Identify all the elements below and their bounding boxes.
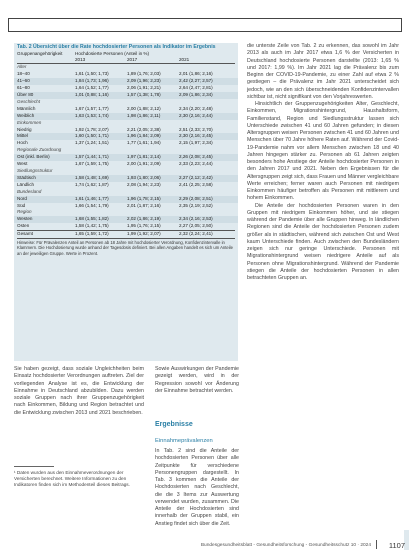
table-cell: 1,74 (1,62; 1,87) bbox=[75, 181, 109, 187]
header-frame bbox=[8, 18, 402, 32]
table-cell: Städtisch bbox=[17, 174, 36, 180]
table-cell: Ost (inkl. Berlin) bbox=[17, 154, 50, 160]
paragraph: Sowie Auswirkungen der Pandemie gezeigt werden, wird in der Regression sowohl vor Änderung der Einnahme betrachtet werden. bbox=[155, 366, 239, 394]
table-group-label: Regionale Zuordnung bbox=[17, 147, 62, 153]
table-cell: 2,02 (1,86; 2,19) bbox=[127, 216, 161, 222]
table-row bbox=[14, 182, 238, 189]
table-cell: 1,77 (1,61; 1,94) bbox=[127, 140, 161, 146]
table-row bbox=[14, 133, 238, 140]
table-cell: 1,01 (0,88; 1,16) bbox=[75, 92, 109, 98]
table-cell: 2,42 (2,27; 2,57) bbox=[179, 78, 213, 84]
table-cell: 1,84 (1,73; 1,96) bbox=[75, 78, 109, 84]
table-row bbox=[14, 113, 238, 120]
table-cell: Mittel bbox=[17, 133, 28, 139]
table-cell: Weiblich bbox=[17, 112, 35, 118]
table-cell: 1,92 (1,78; 2,07) bbox=[75, 126, 109, 132]
table-cell: 2,01 (1,86; 2,16) bbox=[179, 71, 213, 77]
table-cell: Gesamt bbox=[17, 231, 34, 237]
table-cell: 2,01 (1,87; 2,16) bbox=[127, 202, 161, 208]
results-text bbox=[155, 448, 239, 528]
table-row bbox=[14, 161, 238, 168]
table-row bbox=[14, 203, 238, 210]
table-row bbox=[14, 223, 238, 230]
table-header-cell: 2017 bbox=[127, 57, 138, 63]
table-cell: Niedrig bbox=[17, 126, 32, 132]
table-group-label: Bundesland bbox=[17, 188, 42, 194]
table-row bbox=[14, 127, 238, 134]
table-cell: Ländlich bbox=[17, 181, 35, 187]
table-cell: 2,26 (2,08; 2,45) bbox=[179, 154, 213, 160]
table-header-note: Hochdosierte Personen (Anteil in %) bbox=[75, 51, 150, 57]
table-row bbox=[14, 216, 238, 223]
right-column bbox=[247, 43, 399, 282]
footnote-rule bbox=[14, 466, 54, 467]
table-body bbox=[14, 64, 238, 230]
table-cell: 1,98 (1,86; 2,11) bbox=[127, 112, 161, 118]
table-cell: 2,15 (1,97; 2,34) bbox=[179, 140, 213, 146]
table-cell: 41–60 bbox=[17, 78, 30, 84]
table-cell: 1,60 (1,50; 1,71) bbox=[75, 133, 109, 139]
table-cell: Hoch bbox=[17, 140, 28, 146]
table-cell: 1,61 (1,50; 1,73) bbox=[75, 71, 109, 77]
table-cell: Westen bbox=[17, 216, 33, 222]
table-cell: 1,65 (1,59; 1,72) bbox=[75, 231, 109, 237]
table-cell: 2,08 (1,94; 2,23) bbox=[127, 181, 161, 187]
table-row bbox=[14, 140, 238, 147]
table-cell: 1,63 (1,53; 1,74) bbox=[75, 112, 109, 118]
page-number: 1107 bbox=[388, 541, 405, 550]
table-row bbox=[14, 154, 238, 161]
table-cell: 2,34 (2,20; 2,48) bbox=[179, 105, 213, 111]
table-row bbox=[14, 85, 238, 92]
table-cell: 2,41 (2,25; 2,58) bbox=[179, 181, 213, 187]
table-group-label: Siedlungsstruktur bbox=[17, 168, 53, 173]
table-cell: 2,33 (2,23; 2,44) bbox=[179, 161, 213, 167]
table-cell: Männlich bbox=[17, 105, 36, 111]
running-footer: Bundesgesundheitsblatt - Gesundheitsforschung - Gesundheitsschutz 10 · 2024 bbox=[200, 543, 371, 548]
table-cell: Süd bbox=[17, 202, 26, 208]
table-header-cell: Gruppenangehörigkeit bbox=[17, 51, 63, 57]
table-cell: 2,64 (2,47; 2,81) bbox=[179, 85, 213, 91]
table-cell: Über 80 bbox=[17, 92, 34, 98]
table-row bbox=[14, 78, 238, 85]
table-row bbox=[14, 71, 238, 78]
table-footnote: Hinweise: Für Prävalenzen Anteil an Personen ab 18 Jahre mit hochdosierter Verordnung, Konfidenzintervalle in Klammern. Die Hochdosierung wurde anhand der Tagesdosis definiert. Bei allen Angaben handelt es sich um Anteile an der jeweiligen Gruppe. Werte in Prozent. bbox=[17, 240, 233, 256]
table-cell: 2,09 (1,96; 2,23) bbox=[127, 78, 161, 84]
table-group-label: Einkommen bbox=[17, 119, 42, 125]
table-cell: 2,32 (2,24; 2,41) bbox=[179, 231, 213, 237]
table-cell: 1,97 (1,81; 2,14) bbox=[127, 154, 161, 160]
table-cell: Nord bbox=[17, 195, 27, 201]
table-row bbox=[14, 92, 238, 99]
paragraph: Die Anteile der hochdosierten Personen waren in den Gruppen mit niedrigem Einkommen höher, und sie stiegen während der Pandemie über alle Gruppen hinweg. In ländlichen Regionen sind die Anteile der hochdosierten Personen zudem größer als in städtischen, während sich zwischen Ost und West kaum Unterschiede finden. Auch zwischen den Bundesländern zeigen sich nur geringe Unterschiede. Personen mit Migrationshintergrund weisen niedrigere Anteile auf als Personen ohne Migrationshintergrund. Während der Pandemie stiegen die Anteile der hochdosierten Personen in allen betrachteten Gruppen an. bbox=[247, 202, 399, 281]
table-cell: 2,29 (2,08; 2,51) bbox=[179, 195, 213, 201]
table-cell: 1,67 (1,59; 1,75) bbox=[75, 161, 109, 167]
table-cell: 1,99 (1,92; 2,07) bbox=[127, 231, 161, 237]
table-cell: West bbox=[17, 161, 28, 167]
paragraph: die unterste Zeile von Tab. 2 zu erkennen, das sowohl im Jahr 2013 als auch im Jahr 2017 etwa 1,6 % der Versicherten in Deutschland hochdosierte Personen darstellte (2013: 1,65 % und 2017: 1,99 %). Im Jahr 2021 lag die Prävalenz bis zum Beginn der COVID-19-Pandemie, zu einer Zahl auf etwa 2 % gestiegen – die Prävalenz im Jahr 2021 unterscheidet sich jedoch, wie an den sich überschneidenden Konfidenzintervallen sichtbar ist, nicht signifikant von den Vorjahreswerten. bbox=[247, 43, 399, 100]
table-cell: 1,57 (1,44; 1,71) bbox=[75, 154, 109, 160]
table-cell: 2,09 (1,86; 2,34) bbox=[179, 92, 213, 98]
table-total-row bbox=[14, 231, 238, 238]
footnote: ¹ Daten wurden aus den Einnahmeverordnungen der Versicherten berechnet. Weitere Informationen zu den Indikatoren finden sich im Methodenteil dieses Beitrags. bbox=[14, 470, 130, 488]
table-cell: 2,00 (1,88; 2,12) bbox=[127, 105, 161, 111]
table-cell: 2,06 (1,91; 2,21) bbox=[127, 85, 161, 91]
left-bottom-text bbox=[14, 366, 144, 417]
table-cell: 2,34 (2,16; 2,53) bbox=[179, 216, 213, 222]
table-group-label: Region bbox=[17, 209, 32, 215]
table-cell: 1,89 (1,76; 2,03) bbox=[127, 71, 161, 77]
table-cell: 2,00 (1,91; 2,09) bbox=[127, 161, 161, 167]
table-cell: Osten bbox=[17, 223, 30, 229]
table-cell: 1,66 (1,54; 1,79) bbox=[75, 202, 109, 208]
mid-bottom-text bbox=[155, 366, 239, 395]
table-row bbox=[14, 196, 238, 203]
table-cell: 1,58 (1,42; 1,75) bbox=[75, 223, 109, 229]
footer-separator bbox=[376, 540, 377, 549]
table-group-label: Geschlecht bbox=[17, 98, 40, 104]
table-cell: 1,96 (1,84; 2,09) bbox=[127, 133, 161, 139]
table-cell: 1,95 (1,76; 2,15) bbox=[127, 223, 161, 229]
subsection-heading: Einnahmeprävalenzen bbox=[155, 438, 213, 444]
table-cell: 1,64 (1,52; 1,77) bbox=[75, 85, 109, 91]
table-header-cell: 2013 bbox=[75, 57, 86, 63]
table-cell: 2,30 (2,16; 2,44) bbox=[179, 112, 213, 118]
table-cell: 1,96 (1,78; 2,15) bbox=[127, 195, 161, 201]
table-row bbox=[14, 175, 238, 182]
table-header-cell: 2021 bbox=[179, 57, 190, 63]
section-heading: Ergebnisse bbox=[155, 421, 193, 428]
table-cell: 1,93 (1,80; 2,06) bbox=[127, 174, 161, 180]
paragraph: In Tab. 2 sind die Anteile der hochdosierten Personen über alle Zeitpunkte für verschiedene Personengruppen dargestellt. In Tab. 3 kommen die Anteile der Hochdosierten nach Geschlecht, die die 3 Items zur Auswertung verwendet wurden, zusammen. Die Anteile der Hochdosierten sind innerhalb der Gruppen stabil, ein Anstieg findet sich über die Zeit. bbox=[155, 448, 239, 527]
table-cell: 2,51 (2,33; 2,70) bbox=[179, 126, 213, 132]
table-header-years bbox=[14, 57, 238, 63]
paragraph: Sie haben gezeigt, dass soziale Ungleichheiten beim Einsatz hochdosierter Verordnungen auftreten. Ziel der vorliegenden Analyse ist es, die Entwicklung der Einnahme in Deutschland abzubilden. Dazu werden soziale Gruppen nach ihrer Gruppenzugehörigkeit nach Einkommen, Bildung und Region betrachtet und die Entwicklung zwischen 2013 und 2021 beschrieben. bbox=[14, 366, 144, 416]
table-cell: 2,21 (2,05; 2,38) bbox=[127, 126, 161, 132]
table-title: Tab. 2 Übersicht über die Rate hochdosierter Personen als Indikator im Ergebnis bbox=[17, 44, 216, 50]
table-cell: 61–80 bbox=[17, 85, 30, 91]
table-cell: 1,68 (1,55; 1,82) bbox=[75, 216, 109, 222]
table-cell: 1,58 (1,48; 1,69) bbox=[75, 174, 109, 180]
table-cell: 1,37 (1,24; 1,51) bbox=[75, 140, 109, 146]
table-cell: 2,27 (2,05; 2,50) bbox=[179, 223, 213, 229]
table-row bbox=[14, 106, 238, 113]
table-cell: 2,35 (2,19; 2,52) bbox=[179, 202, 213, 208]
table-cell: 18–40 bbox=[17, 71, 30, 77]
table-group-label: Alter bbox=[17, 64, 27, 70]
paragraph: Hinsichtlich der Gruppenzugehörigkeiten Alter, Geschlecht, Einkommen, Migrationshintergrund, Haushaltsform, Familienstand, Region und Siedlungsstruktur lassen sich Unterschiede zwischen 41 und 60 Jahren gefunden; in diesen Altersgruppen weisen Personen zwischen 41 und 60 Jahren und Menschen über 70 Jahre höhere Raten auf. Während der Covid-19-Pandemie nahm vor allem Menschen zwischen 18 und 40 Jahren hingegen stärker zu. Personen ab 61 Jahren zeigten besonders hohe Anstiege der Anteile hochdosierter Personen in den Jahren 2017 und 2021. Neben den Ergebnissen für die Altersgruppen zeigt sich, dass Frauen und Männer vergleichbare Werte erreichen; ferner waren auch Personen mit niedrigem Einkommen häufiger betroffen als Personen mit mittlerem und hohem Einkommen. bbox=[247, 101, 399, 202]
table-cell: 1,61 (1,46; 1,77) bbox=[75, 195, 109, 201]
data-table bbox=[14, 43, 238, 361]
table-cell: 1,67 (1,57; 1,77) bbox=[75, 105, 109, 111]
table-cell: 1,57 (1,38; 1,78) bbox=[127, 92, 161, 98]
table-cell: 2,30 (2,16; 2,45) bbox=[179, 133, 213, 139]
table-cell: 2,27 (2,12; 2,42) bbox=[179, 174, 213, 180]
